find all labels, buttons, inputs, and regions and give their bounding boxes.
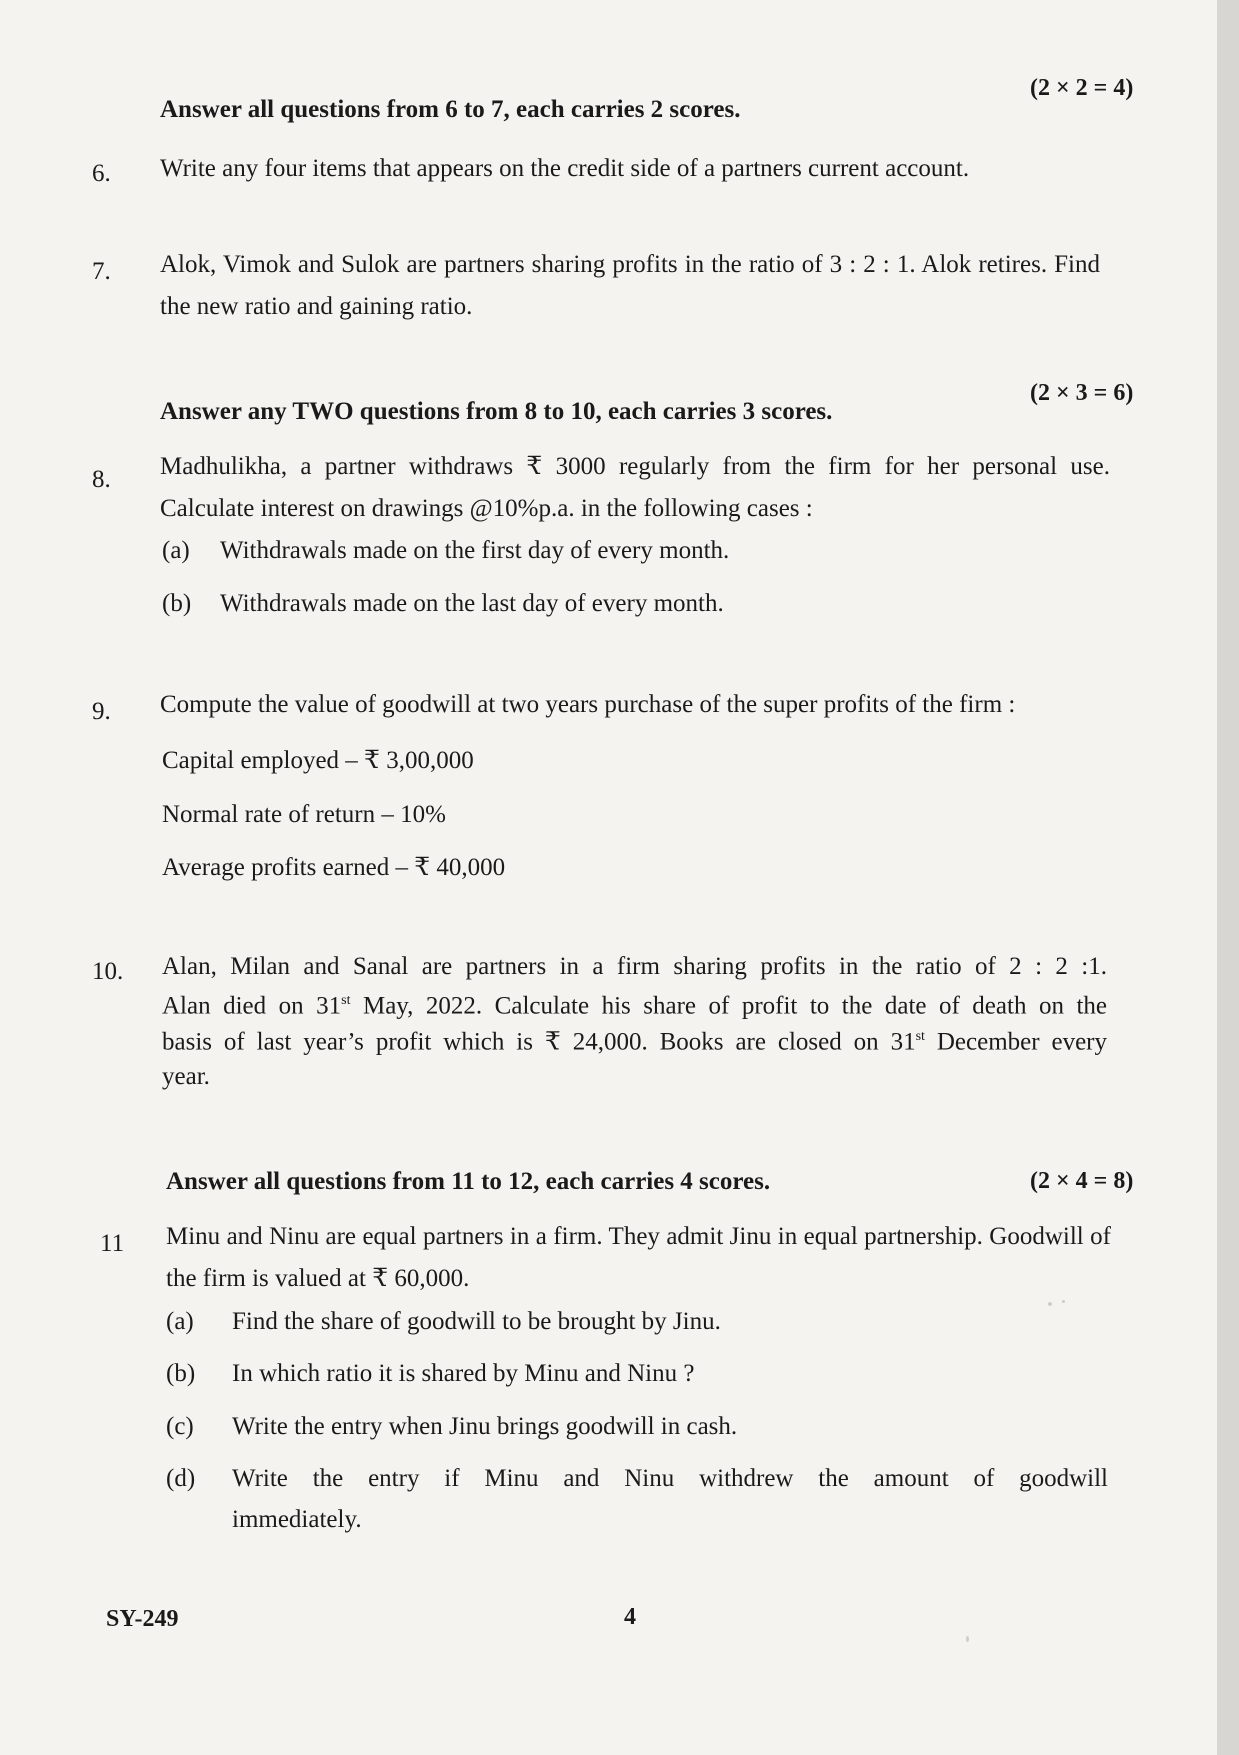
question-number-6: 6. (92, 160, 111, 187)
question-11-part-c (166, 1413, 737, 1441)
part-text: In which ratio it is shared by Minu and Ninu ? (232, 1360, 695, 1387)
question-number-8: 8. (92, 466, 111, 493)
question-text-9: Compute the value of goodwill at two years purchase of the super profits of the firm : (160, 691, 1016, 718)
part-text: Withdrawals made on the first day of every month. (220, 537, 730, 564)
section-instruction-6-7: Answer all questions from 6 to 7, each carries 2 scores. (160, 96, 741, 123)
superscript: st (341, 993, 351, 1008)
scan-speck (966, 1636, 969, 1642)
text-segment: basis of last year’s profit which is ₹ 24,000. Books are closed on 31 (162, 1028, 916, 1056)
question-text-6: Write any four items that appears on the credit side of a partners current account. (160, 155, 970, 182)
question-11-part-a (166, 1308, 721, 1336)
section-marks-8-10: (2 × 3 = 6) (1030, 380, 1134, 406)
question-11-part-d-line-1: Write the entry if Minu and Ninu withdrew the amount of goodwill (232, 1465, 1108, 1492)
question-number-7: 7. (92, 258, 111, 285)
question-9-normal-rate: Normal rate of return – 10% (162, 801, 446, 828)
section-marks-6-7: (2 × 2 = 4) (1030, 75, 1134, 101)
part-label: (c) (166, 1413, 194, 1440)
superscript: st (915, 1029, 925, 1044)
part-label: (a) (162, 537, 190, 564)
scan-speck (1062, 1300, 1065, 1303)
section-marks-11-12: (2 × 4 = 8) (1030, 1168, 1134, 1194)
text-segment: Alan died on 31 (162, 992, 342, 1020)
part-label: (b) (162, 590, 192, 617)
question-number-11: 11 (100, 1230, 125, 1257)
question-8-part-a (162, 537, 729, 565)
text-segment: December every (924, 1028, 1107, 1056)
question-9-capital-employed: Capital employed – ₹ 3,00,000 (162, 747, 474, 774)
part-text: Withdrawals made on the last day of every month. (220, 590, 724, 617)
paper-code: SY-249 (106, 1606, 179, 1632)
question-11-part-d-label: (d) (166, 1465, 196, 1492)
section-instruction-11-12: Answer all questions from 11 to 12, each carries 4 scores. (166, 1168, 771, 1195)
scan-speck (1048, 1302, 1052, 1306)
question-10-line-4: year. (162, 1063, 210, 1090)
question-11-part-b (166, 1360, 694, 1388)
page-number: 4 (624, 1604, 636, 1630)
question-number-10: 10. (92, 958, 124, 985)
question-8-part-b (162, 590, 724, 618)
question-9-average-profits: Average profits earned – ₹ 40,000 (162, 854, 506, 881)
question-text-11: Minu and Ninu are equal partners in a firm. They admit Jinu in equal partnership. Goodwill of the firm is valued at ₹ 60,000. (166, 1223, 1111, 1292)
part-text: Write the entry when Jinu brings goodwill in cash. (232, 1413, 738, 1440)
scan-edge-shadow (1217, 0, 1239, 1755)
question-10-line-3 (162, 1016, 1107, 1063)
part-label: (b) (166, 1360, 196, 1387)
question-11-part-d-line-2: immediately. (232, 1506, 362, 1533)
question-number-9: 9. (92, 698, 111, 725)
part-label: (a) (166, 1308, 194, 1335)
section-instruction-8-10: Answer any TWO questions from 8 to 10, each carries 3 scores. (160, 398, 833, 425)
question-text-7: Alok, Vimok and Sulok are partners sharing profits in the ratio of 3 : 2 : 1. Alok retires. Find the new ratio and gaining ratio. (160, 251, 1100, 320)
question-10-line-1: Alan, Milan and Sanal are partners in a firm sharing profits in the ratio of 2 : 2 :1. (162, 953, 1107, 980)
part-text: Find the share of goodwill to be brought by Jinu. (232, 1308, 721, 1335)
text-segment: May, 2022. Calculate his share of profit to the date of death on the (350, 992, 1107, 1020)
question-text-8: Madhulikha, a partner withdraws ₹ 3000 regularly from the firm for her personal use. Calculate interest on drawings @10%p.a. in the following cases : (160, 453, 1110, 522)
